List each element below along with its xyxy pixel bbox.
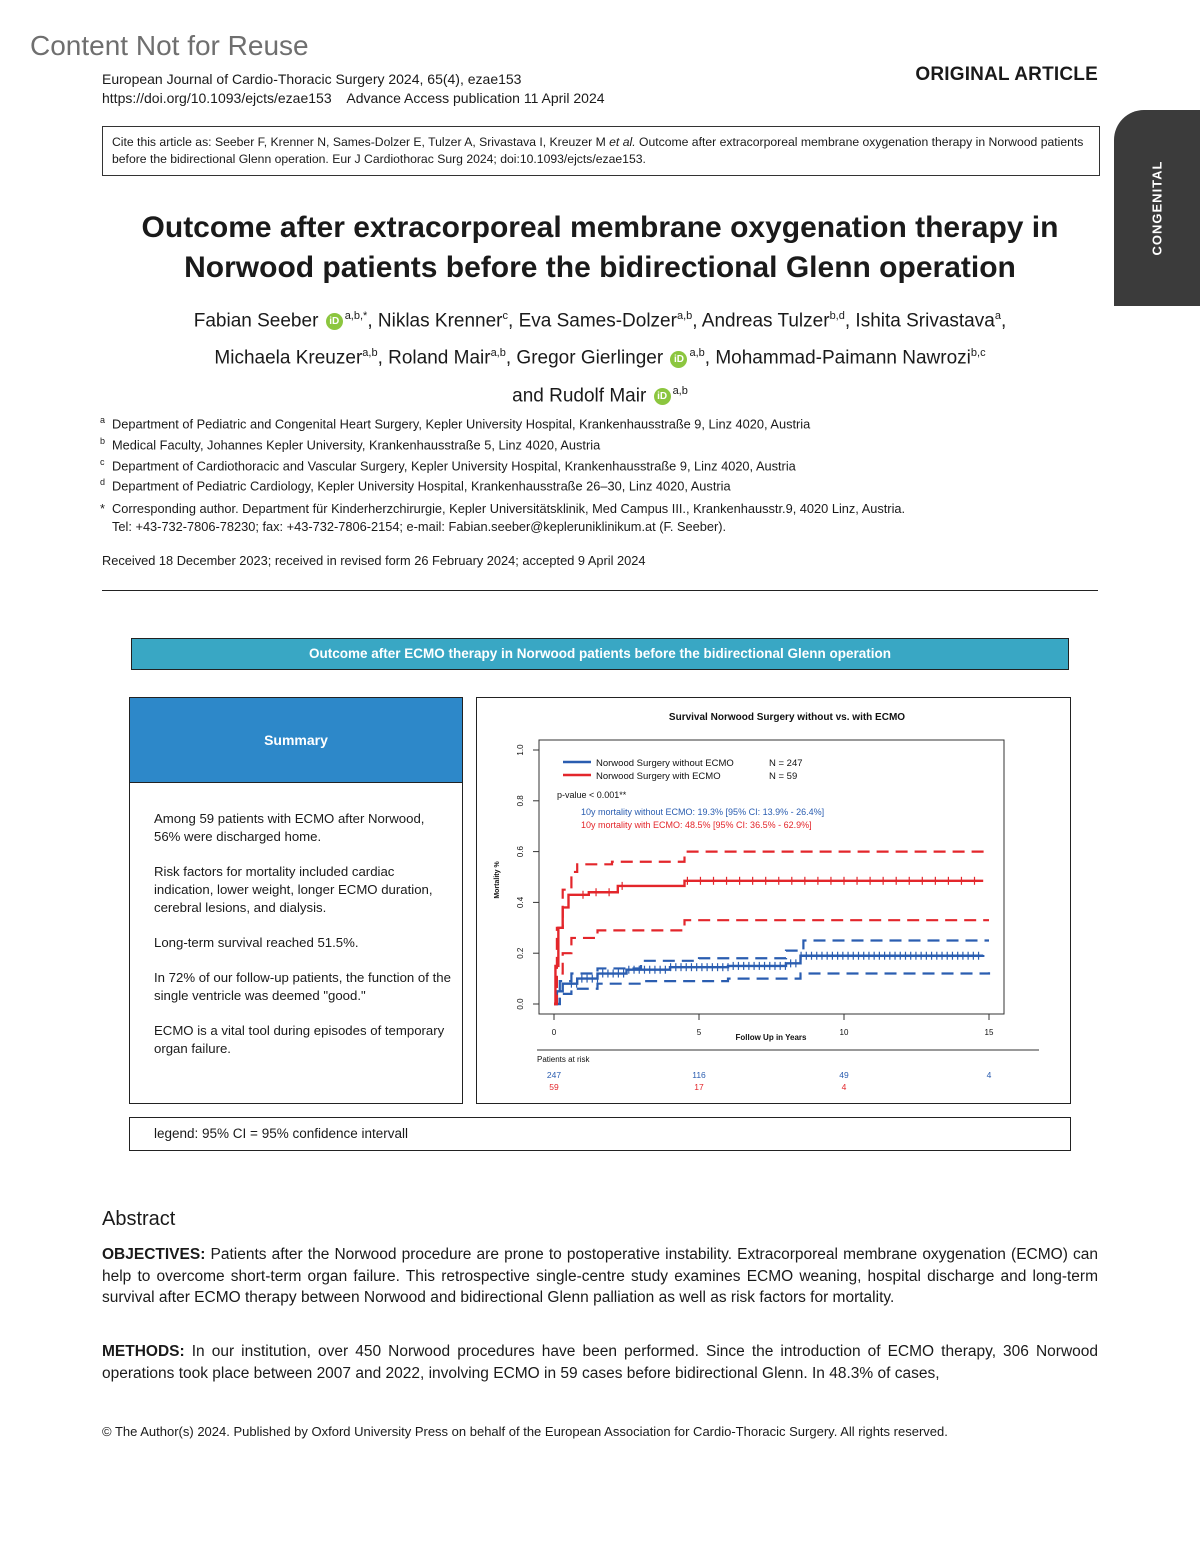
abstract-objectives: [102, 1244, 1098, 1309]
abstract-heading: Abstract: [102, 1208, 176, 1230]
author-affil-sup: c: [502, 310, 508, 322]
at-risk-with-value: 17: [694, 1082, 704, 1092]
ci-upper-line-without: [554, 941, 989, 1005]
article-title: [100, 208, 1100, 288]
author-line-1: Fabian Seeber iD $^{a,b,*}$, Niklas Krenner$^c$, Eva Sames-Dolzer$^{a,b}$, Andreas Tulzer$^{b,d}$, Ishita Srivastava$^a$,: [193, 310, 1007, 332]
corresponding-line-2[interactable]: Tel: +43-732-7806-78230; fax: +43-732-7806-2154; e-mail: Fabian.seeber@kepleruniklinikum.at (F. Seeber).: [112, 518, 727, 534]
author-affil-sup: a,b: [689, 347, 705, 360]
citation-prefix: Cite this article as: Seeber F, Krenner N, Sames-Dolzer E, Tulzer A, Srivastava I, Kreuzer M: [112, 135, 610, 149]
author-name[interactable]: Roland Mair: [388, 347, 491, 369]
at-risk-with-value: 4: [841, 1082, 847, 1092]
y-tick-label: 0.8: [516, 795, 525, 807]
pvalue-annotation: p-value < 0.001**: [557, 790, 627, 800]
mortality-without-annotation: 10y mortality without ECMO: 19.3% [95% CI: 13.9% - 26.4%]: [581, 807, 825, 817]
author-affil-sup: a,b,*: [344, 310, 368, 322]
copyright: © The Author(s) 2024. Published by Oxford University Press on behalf of the European Association for Cardio-Thoracic Surgery. All rights reserved.: [102, 1424, 948, 1439]
summary-point: Long-term survival reached 51.5%.: [154, 935, 359, 950]
affiliation-item: [100, 412, 810, 433]
legend-n-without: N = 247: [769, 758, 803, 769]
author-name[interactable]: Michaela Kreuzer: [214, 347, 363, 369]
chart-title: Survival Norwood Surgery without vs. with ECMO: [668, 712, 906, 723]
citation-etal: et al.: [609, 135, 636, 149]
author-and: and: [512, 384, 544, 406]
at-risk-table: [547, 1070, 992, 1092]
summary-panel: [129, 697, 463, 1104]
at-risk-label: Patients at risk: [537, 1055, 590, 1064]
title-line-2: Norwood patients before the bidirectional Glenn operation: [184, 251, 1016, 284]
author-affil-sup: a,b: [490, 347, 506, 360]
at-risk-without-value: 4: [986, 1070, 992, 1080]
author-affil-sup: b,c: [970, 347, 986, 360]
y-axis: [516, 744, 539, 1010]
section-tab: [1114, 110, 1200, 306]
article-type: ORIGINAL ARTICLE: [915, 64, 1098, 85]
author-name[interactable]: Rudolf Mair: [549, 384, 647, 406]
author-line-2: Michaela Kreuzer$^{a,b}$, Roland Mair$^{a,b}$, Gregor Gierlinger iD $^{a,b}$, Mohammad-Paimann Nawrozi$^{b,c}$: [214, 347, 986, 369]
author-list: [100, 300, 1100, 412]
ci-lower-line-with: [554, 920, 989, 1004]
author-name[interactable]: Ishita Srivastava: [855, 310, 995, 332]
y-tick-label: 0.0: [516, 998, 525, 1010]
y-tick-label: 0.6: [516, 846, 525, 858]
y-tick-label: 0.2: [516, 947, 525, 959]
affiliation-item: [100, 433, 810, 454]
survival-chart: [477, 698, 1069, 1102]
legend-n-with: N = 59: [769, 771, 798, 782]
chart-legend: [557, 758, 824, 830]
journal-citation-line: European Journal of Cardio-Thoracic Surgery 2024, 65(4), ezae153: [102, 71, 522, 87]
journal-info: [102, 70, 605, 108]
author-affil-sup: b,d: [829, 310, 845, 322]
author-affil-sup: a,b: [676, 310, 693, 322]
corresponding-line-1: Corresponding author. Department für Kinderherzchirurgie, Kepler Universitätsklinik, Med Campus III., Krankenhausstr.9, 4020 Linz, Austria.: [112, 501, 906, 516]
affiliation-text: Department of Pediatric Cardiology, Kepler University Hospital, Krankenhausstraße 26–30, Linz 4020, Austria: [112, 478, 731, 494]
graphical-abstract-legend: legend: 95% CI = 95% confidence intervall: [129, 1117, 1071, 1151]
summary-point: Among 59 patients with ECMO after Norwood, 56% were discharged home.: [154, 811, 425, 844]
affiliation-item: [100, 454, 810, 475]
orcid-icon[interactable]: iD: [326, 313, 343, 330]
ci-lower-line-without: [554, 972, 989, 1004]
legend-label-without: Norwood Surgery without ECMO: [596, 758, 734, 769]
x-tick-label: 10: [839, 1028, 849, 1037]
section-tab-label: CONGENITAL: [1149, 160, 1165, 256]
doi-line[interactable]: https://doi.org/10.1093/ejcts/ezae153 Advance Access publication 11 April 2024: [102, 90, 605, 106]
summary-point: In 72% of our follow-up patients, the function of the single ventricle was deemed "good.": [154, 970, 451, 1003]
received-dates: Received 18 December 2023; received in revised form 26 February 2024; accepted 9 April 2024: [102, 553, 646, 568]
citation-rest: Outcome after extracorporeal membrane oxygenation therapy in Norwood patients before the bidirectional Glenn operation. Eur J Cardiothorac Surg 2024; doi:10.1093/ejcts/ezae153.: [112, 135, 1084, 166]
author-name[interactable]: Fabian Seeber: [193, 310, 319, 332]
author-name[interactable]: Andreas Tulzer: [701, 310, 830, 332]
methods-text: In our institution, over 450 Norwood procedures have been performed. Since the introduction of ECMO therapy, 306 Norwood operations took place between 2007 and 2022, involving ECMO in 59 cases before bidirectional Glenn. In 48.3% of cases,: [102, 1343, 1098, 1382]
watermark: Content Not for Reuse: [30, 30, 309, 61]
affiliation-key: a: [100, 415, 106, 425]
corresponding-mark: *: [100, 501, 105, 516]
x-tick-label: 0: [551, 1028, 557, 1037]
x-axis-label: Follow Up in Years: [735, 1033, 807, 1042]
at-risk-without-value: 49: [839, 1070, 849, 1080]
summary-body: [154, 810, 454, 1075]
affiliation-key: c: [100, 456, 105, 467]
title-line-1: Outcome after extracorporeal membrane oxygenation therapy in: [141, 211, 1059, 244]
x-tick-label: 5: [696, 1028, 702, 1037]
at-risk-without-value: 247: [546, 1070, 562, 1080]
author-affil-sup: a,b: [672, 384, 688, 397]
at-risk-without-value: 116: [692, 1070, 706, 1080]
ci-upper-line-with: [554, 852, 989, 1004]
author-affil-sup: a: [994, 310, 1001, 322]
y-tick-label: 0.4: [516, 896, 525, 908]
affiliation-key: b: [100, 435, 106, 446]
methods-label: METHODS:: [102, 1343, 185, 1360]
x-tick-label: 15: [984, 1028, 994, 1037]
y-axis-label: Mortality %: [494, 861, 501, 899]
affiliation-text: Medical Faculty, Johannes Kepler University, Krankenhausstraße 5, Linz 4020, Austria: [112, 437, 601, 453]
mortality-with-annotation: 10y mortality with ECMO: 48.5% [95% CI: 36.5% - 62.9%]: [581, 820, 812, 830]
affiliation-item: [100, 474, 810, 495]
objectives-text: Patients after the Norwood procedure are prone to postoperative instability. Extracorporeal membrane oxygenation (ECMO) can help to overcome short-term organ failure. This retrospective single-centre study examines ECMO weaning, hospital discharge and long-term survival after ECMO therapy between Norwood and bidirectional Glenn palliation as well as risk factors for mortality.: [102, 1246, 1098, 1306]
affiliations: [100, 412, 810, 495]
summary-title: Summary: [130, 698, 462, 783]
affiliation-text: Department of Pediatric and Congenital Heart Surgery, Kepler University Hospital, Krankenhausstraße 9, Linz 4020, Austria: [112, 416, 811, 432]
summary-point: Risk factors for mortality included cardiac indication, lower weight, longer ECMO duration, cerebral lesions, and dialysis.: [154, 864, 433, 915]
author-name[interactable]: Mohammad-Paimann Nawrozi: [715, 347, 971, 369]
author-name[interactable]: Eva Sames-Dolzer: [518, 310, 677, 332]
author-name[interactable]: Gregor Gierlinger: [516, 347, 664, 369]
author-name[interactable]: Niklas Krenner: [377, 310, 503, 332]
abstract-methods: [102, 1341, 1098, 1384]
at-risk-with-value: 59: [549, 1082, 559, 1092]
estimate-line-with: [554, 881, 983, 1004]
corresponding-author: [100, 500, 905, 535]
objectives-label: OBJECTIVES:: [102, 1246, 206, 1263]
series-layer: [554, 852, 989, 1004]
author-affil-sup: a,b: [362, 347, 378, 360]
summary-point: ECMO is a vital tool during episodes of temporary organ failure.: [154, 1023, 445, 1056]
orcid-icon[interactable]: iD: [670, 351, 687, 368]
affiliation-key: d: [100, 477, 106, 488]
divider: [102, 590, 1098, 591]
legend-label-with: Norwood Surgery with ECMO: [596, 771, 721, 782]
citation-box: [102, 126, 1100, 176]
affiliation-text: Department of Cardiothoracic and Vascular Surgery, Kepler University Hospital, Krankenhausstraße 9, Linz 4020, Austria: [112, 457, 796, 473]
orcid-icon[interactable]: iD: [654, 388, 671, 405]
y-tick-label: 1.0: [516, 744, 525, 756]
graphical-abstract-header: Outcome after ECMO therapy in Norwood patients before the bidirectional Glenn operation: [131, 638, 1069, 670]
survival-chart-panel: [476, 697, 1071, 1104]
author-line-3: [100, 375, 1100, 412]
